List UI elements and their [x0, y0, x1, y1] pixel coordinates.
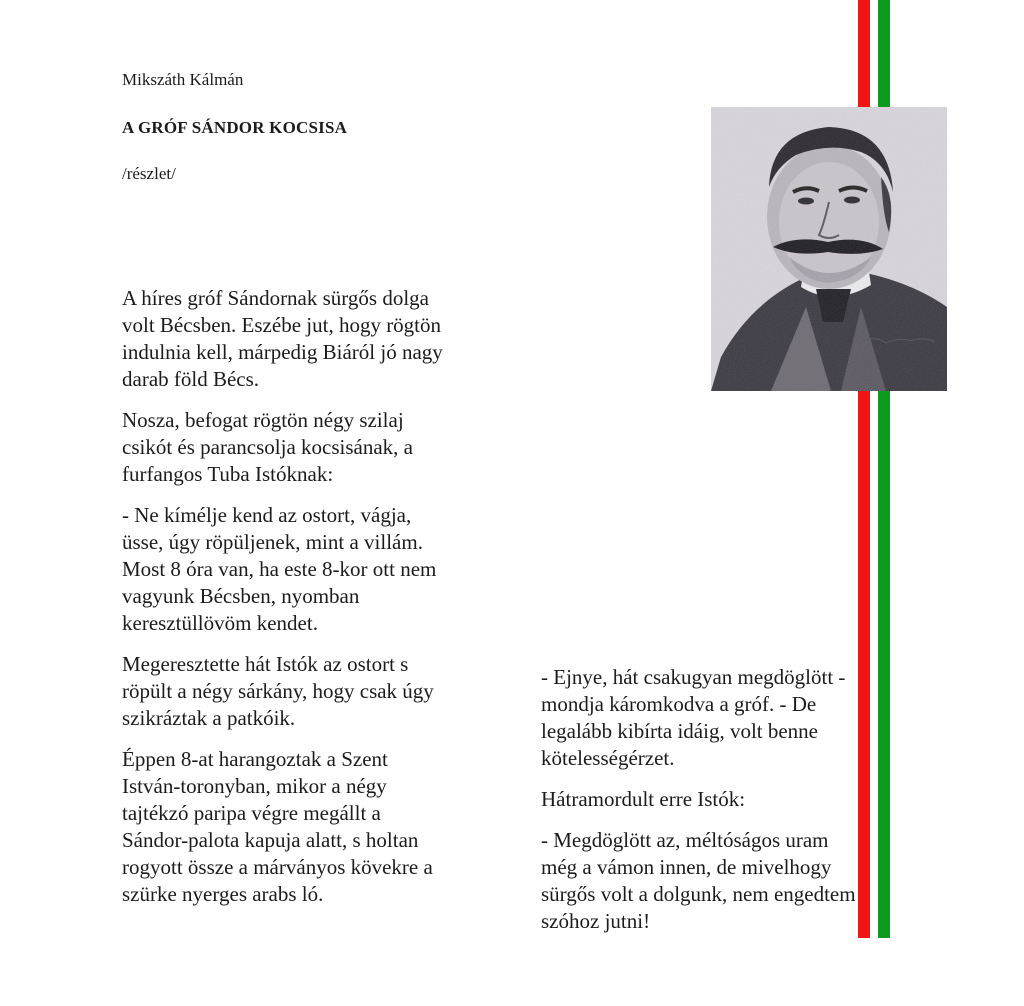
- paragraph: Megeresztette hát Istók az ostort s röpült a négy sárkány, hogy csak úgy szikráztak a patkóik.: [122, 652, 434, 730]
- author-portrait: [711, 107, 947, 391]
- paragraph: - Ne kímélje kend az ostort, vágja, üsse, úgy röpüljenek, mint a villám. Most 8 óra van, ha este 8-kor ott nem vagyunk Bécsben, nyomban keresztüllövöm kendet.: [122, 503, 437, 635]
- paragraph: Hátramordult erre Istók:: [541, 787, 746, 811]
- paragraph: A híres gróf Sándornak sürgős dolga volt Bécsben. Eszébe jut, hogy rögtön indulnia kell, márpedig Biáról jó nagy darab föld Bécs.: [122, 286, 443, 391]
- portrait-drawing: [711, 107, 947, 391]
- paragraph: - Ejnye, hát csakugyan megdöglött - mondja káromkodva a gróf. - De legalább kibírta idáig, volt benne kötelességérzet.: [541, 665, 846, 770]
- paragraph: Nosza, befogat rögtön négy szilaj csikót és parancsolja kocsisának, a furfangos Tuba Istóknak:: [122, 408, 413, 486]
- excerpt-label: /részlet/: [122, 164, 176, 183]
- right-text-column: [541, 664, 886, 949]
- story-title: A GRÓF SÁNDOR KOCSISA: [122, 118, 348, 137]
- left-text-column: [122, 285, 502, 922]
- paragraph: - Megdöglött az, méltóságos uram még a vámon innen, de mivelhogy sürgős volt a dolgunk, nem engedtem szóhoz jutni!: [541, 828, 856, 933]
- flag-stripe-green-top: [878, 0, 890, 107]
- author-name: Mikszáth Kálmán: [122, 70, 244, 89]
- paragraph: Éppen 8-at harangoztak a Szent István-toronyban, mikor a négy tajtékzó paripa végre megállt a Sándor-palota kapuja alatt, s holtan rogyott össze a márványos kövekre a szürke nyerges arabs ló.: [122, 747, 433, 906]
- flag-stripe-red-top: [858, 0, 870, 107]
